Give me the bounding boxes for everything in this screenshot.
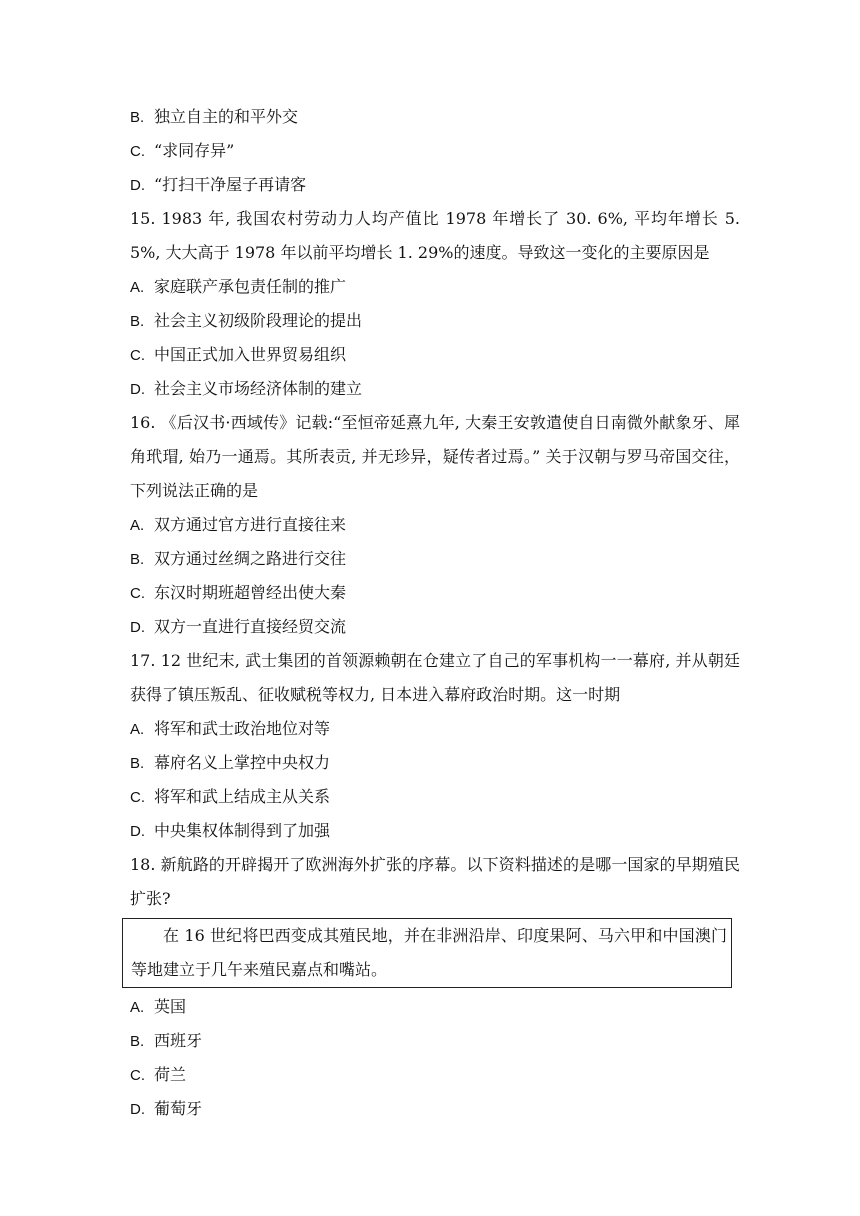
option-letter: A. <box>130 517 145 534</box>
q16-option-a <box>130 508 740 542</box>
q16-option-b <box>130 542 740 576</box>
option-text: 家庭联产承包责任制的推广 <box>154 277 347 296</box>
option-letter: C. <box>130 347 145 364</box>
option-letter: C. <box>130 585 145 602</box>
option-letter: B. <box>130 109 145 126</box>
option-letter: A. <box>130 279 145 296</box>
q14-option-b <box>130 100 740 134</box>
q18-option-b <box>130 1024 740 1058</box>
q18-material-text: 在 16 世纪将巴西变成其殖民地，并在非洲沿岸、印度果阿、马六甲和中国澳门等地建立于几午来殖民嘉点和嘴站。 <box>131 926 727 979</box>
option-letter: D. <box>130 177 145 194</box>
option-text: 西班牙 <box>154 1031 203 1050</box>
q18-stem: 18. 新航路的开辟揭开了欧洲海外扩张的序幕。以下资料描述的是哪一国家的早期殖民扩张? <box>130 855 740 908</box>
q14-option-d <box>130 168 740 202</box>
option-letter: D. <box>130 1101 145 1118</box>
q16-option-d <box>130 610 740 644</box>
option-text: 葡萄牙 <box>154 1099 203 1118</box>
option-text: 荷兰 <box>154 1065 187 1084</box>
q15-option-d <box>130 372 740 406</box>
option-text: 双方一直进行直接经贸交流 <box>154 617 347 636</box>
q17-option-a <box>130 712 740 746</box>
q18-option-d <box>130 1092 740 1126</box>
q18-option-c <box>130 1058 740 1092</box>
q17-option-c <box>130 780 740 814</box>
option-text: “求同存异” <box>154 141 235 160</box>
q15-option-b <box>130 304 740 338</box>
option-letter: C. <box>130 789 145 806</box>
option-letter: B. <box>130 313 145 330</box>
q17-option-d <box>130 814 740 848</box>
option-text: 双方通过官方进行直接往来 <box>154 515 347 534</box>
q18-option-a <box>130 990 740 1024</box>
option-text: 英国 <box>154 997 187 1016</box>
option-letter: D. <box>130 381 145 398</box>
q16-option-c <box>130 576 740 610</box>
option-letter: C. <box>130 1067 145 1084</box>
option-letter: D. <box>130 619 145 636</box>
q17-stem: 17. 12 世纪末, 武士集团的首领源赖朝在仓建立了自己的军事机构一一幕府, 并从朝廷获得了镇压叛乱、征收赋税等权力, 日本进入幕府政治时期。这一时期 <box>130 651 740 704</box>
option-text: “打扫干净屋子再请客 <box>154 175 307 194</box>
q16-stem: 16. 《后汉书·西域传》记载:“至恒帝延熹九年, 大秦王安敦遣使自日南微外献象牙、犀角玳瑁, 始乃一通焉。其所表贡, 并无珍异，疑传者过焉。” 关于汉朝与罗马帝国交往，下列说法正确的是 <box>130 413 740 500</box>
option-text: 社会主义初级阶段理论的提出 <box>154 311 363 330</box>
option-letter: B. <box>130 551 145 568</box>
option-letter: C. <box>130 143 145 160</box>
option-letter: A. <box>130 721 145 738</box>
q17-option-b <box>130 746 740 780</box>
option-text: 将军和武士政治地位对等 <box>154 719 331 738</box>
option-letter: A. <box>130 999 145 1016</box>
option-text: 社会主义市场经济体制的建立 <box>154 379 363 398</box>
exam-page <box>130 100 740 1126</box>
option-letter: D. <box>130 823 145 840</box>
option-letter: B. <box>130 1033 145 1050</box>
q15-stem: 15. 1983 年, 我国农村劳动力人均产值比 1978 年增长了 30. 6%, 平均年增长 5. 5%, 大大高于 1978 年以前平均增长 1. 29%的速度。导致这一变化的主要原因是 <box>130 209 740 262</box>
option-text: 中国正式加入世界贸易组织 <box>154 345 347 364</box>
option-text: 双方通过丝绸之路进行交往 <box>154 549 347 568</box>
q15-option-c <box>130 338 740 372</box>
option-text: 独立自主的和平外交 <box>154 107 299 126</box>
option-letter: B. <box>130 755 145 772</box>
option-text: 东汉时期班超曾经出使大秦 <box>154 583 347 602</box>
q18-material-box <box>122 918 732 988</box>
q14-option-c <box>130 134 740 168</box>
option-text: 幕府名义上掌控中央权力 <box>154 753 331 772</box>
option-text: 将军和武上结成主从关系 <box>154 787 331 806</box>
option-text: 中央集权体制得到了加强 <box>154 821 331 840</box>
q15-option-a <box>130 270 740 304</box>
